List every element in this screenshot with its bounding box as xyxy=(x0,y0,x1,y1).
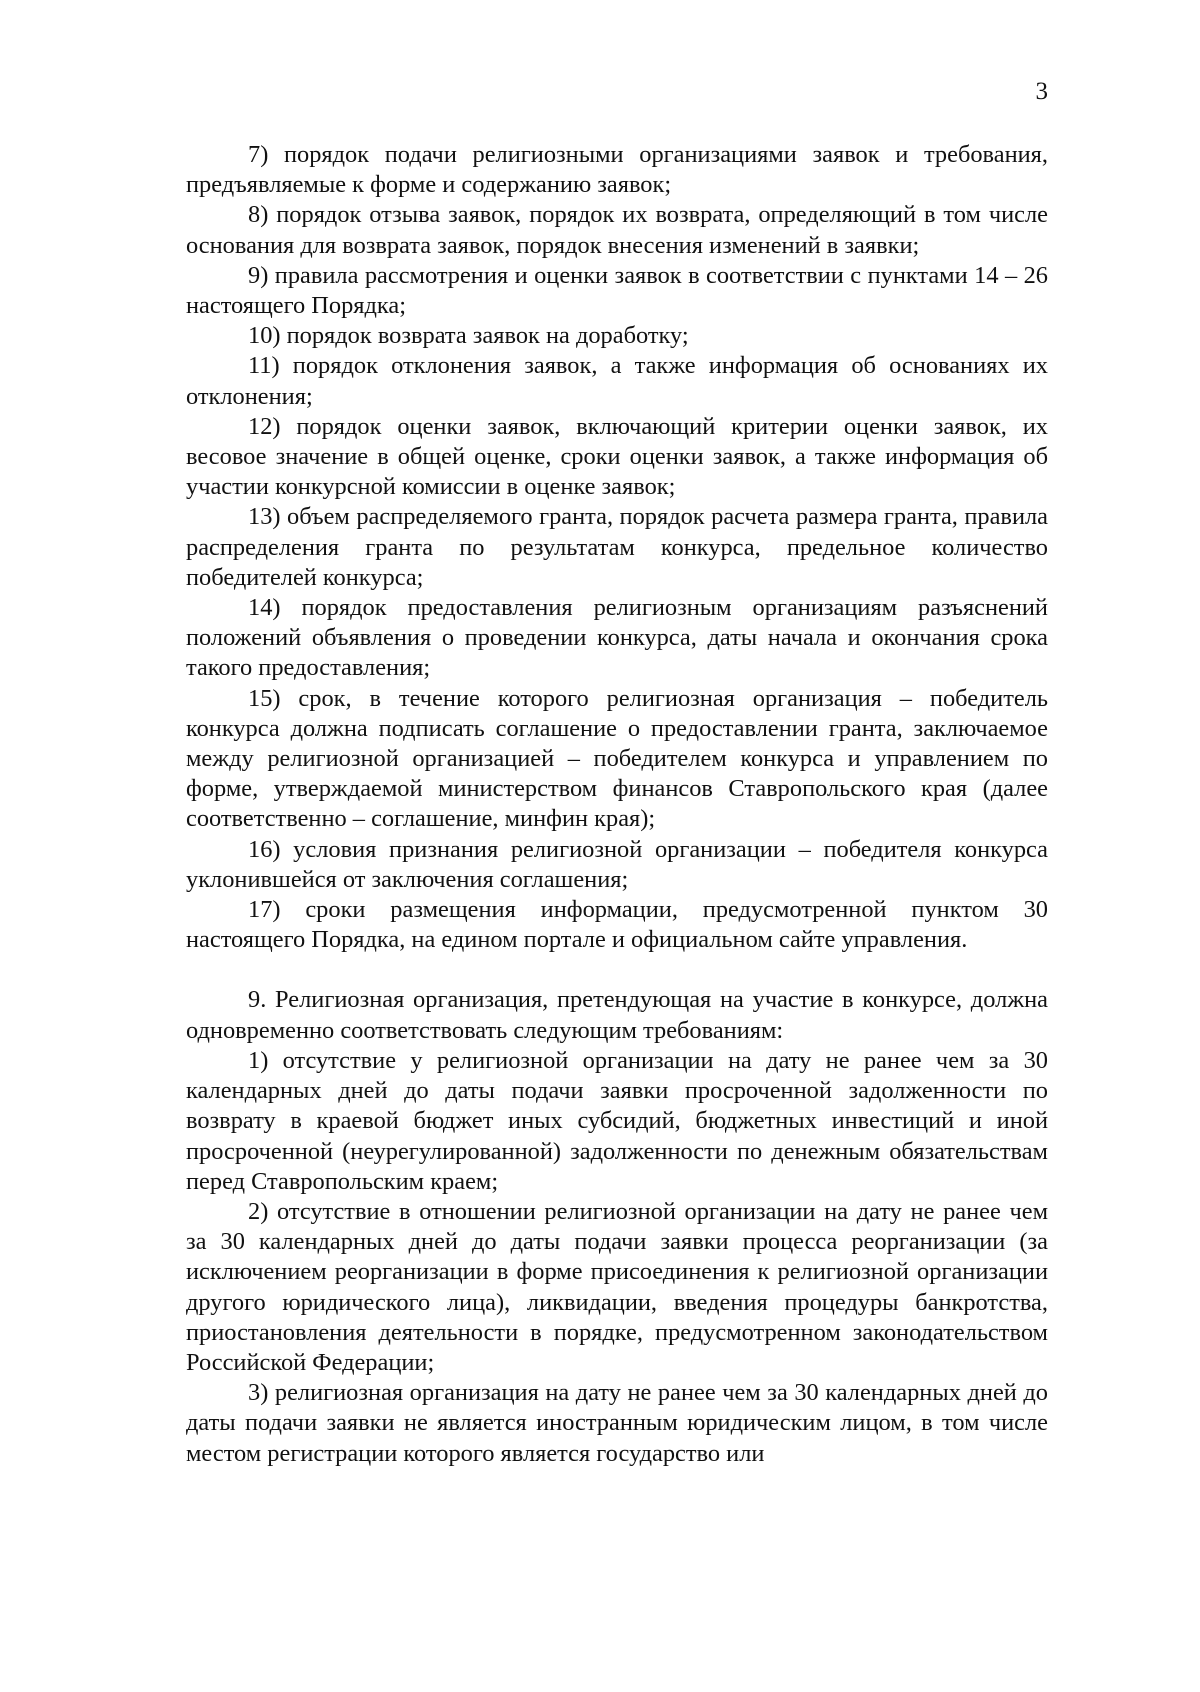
requirement-item-1: 1) отсутствие у религиозной организации на дату не ранее чем за 30 календарных дней до даты подачи заявки просроченной задолженности по возврату в краевой бюджет иных субсидий, бюджетных инвестиций и иной просроченной (неурегулированной) задолженности по денежным обязательствам перед Ставропольским краем; xyxy=(186,1046,1048,1195)
list-item-14: 14) порядок предоставления религиозным организациям разъяснений положений объявления о проведении конкурса, даты начала и окончания срока такого предоставления; xyxy=(186,594,1048,682)
document-body xyxy=(186,140,1048,1469)
list-item-8: 8) порядок отзыва заявок, порядок их возврата, определяющий в том числе основания для возврата заявок, порядок внесения изменений в заявки; xyxy=(186,201,1048,259)
list-item-13: 13) объем распределяемого гранта, порядок расчета размера гранта, правила распределения гранта по результатам конкурса, предельное количество победителей конкурса; xyxy=(186,503,1048,591)
list-item-15: 15) срок, в течение которого религиозная организация – победитель конкурса должна подписать соглашение о предоставлении гранта, заключаемое между религиозной организацией – победителем конкурса и управлением по форме, утверждаемой министерством финансов Ставропольского края (далее соответственно – соглашение, минфин края); xyxy=(186,684,1048,833)
requirement-item-2: 2) отсутствие в отношении религиозной организации на дату не ранее чем за 30 календарных дней до даты подачи заявки процесса реорганизации (за исключением реорганизации в форме присоединения к религиозной организации другого юридического лица), ликвидации, введения процедуры банкротства, приостановления деятельности в порядке, предусмотренном законодательством Российской Федерации; xyxy=(186,1197,1048,1376)
requirement-item-3: 3) религиозная организация на дату не ранее чем за 30 календарных дней до даты подачи заявки не является иностранным юридическим лицом, в том числе местом регистрации которого является государство или xyxy=(186,1379,1048,1467)
list-item-10: 10) порядок возврата заявок на доработку; xyxy=(248,322,689,350)
page-number: 3 xyxy=(1035,78,1048,105)
list-item-17: 17) сроки размещения информации, предусмотренной пунктом 30 настоящего Порядка, на едином портале и официальном сайте управления. xyxy=(186,896,1048,954)
list-item-16: 16) условия признания религиозной организации – победителя конкурса уклонившейся от заключения соглашения; xyxy=(186,835,1048,893)
list-item-7: 7) порядок подачи религиозными организациями заявок и требования, предъявляемые к форме и содержанию заявок; xyxy=(186,141,1048,199)
list-item-9: 9) правила рассмотрения и оценки заявок в соответствии с пунктами 14 – 26 настоящего Порядка; xyxy=(186,261,1048,320)
list-item-12: 12) порядок оценки заявок, включающий критерии оценки заявок, их весовое значение в общей оценке, сроки оценки заявок, а также информация об участии конкурсной комиссии в оценке заявок; xyxy=(186,412,1048,501)
list-item-11: 11) порядок отклонения заявок, а также информация об основаниях их отклонения; xyxy=(186,352,1048,410)
section-9-heading-paragraph: 9. Религиозная организация, претендующая на участие в конкурсе, должна одновременно соответствовать следующим требованиям: xyxy=(186,986,1048,1044)
